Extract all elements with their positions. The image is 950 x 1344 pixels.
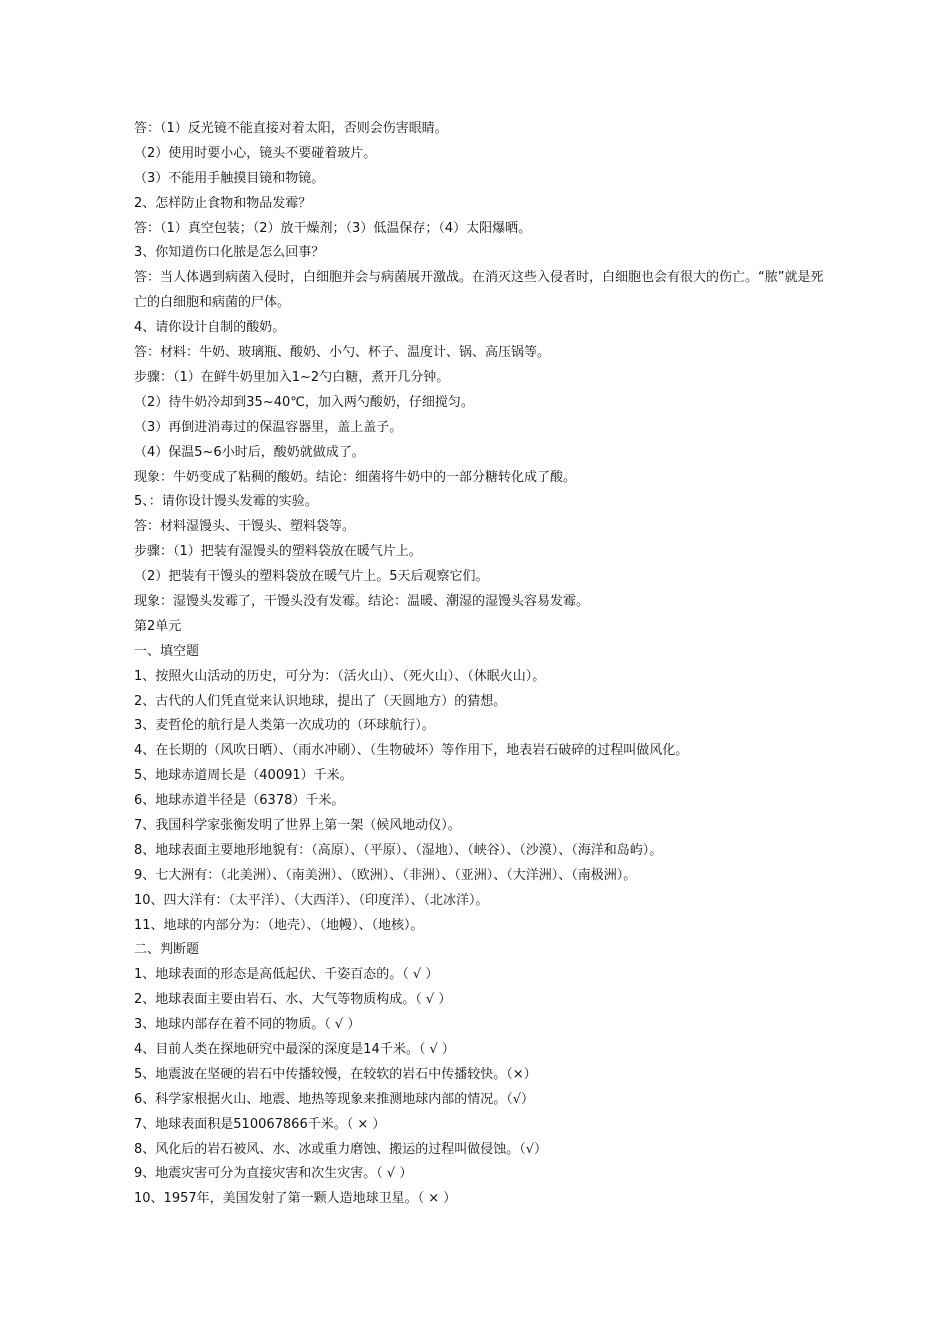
true-false-item: 10、1957年，美国发射了第一颗人造地球卫星。（ × ） [134,1191,457,1207]
text-line: 答：材料湿馒头、干馒头、塑料袋等。 [134,519,356,535]
fill-blank-item: 10、四大洋有：（太平洋）、（大西洋）、（印度洋）、（北冰洋）。 [134,892,489,908]
fill-blank-item: 8、地球表面主要地形地貌有：（高原）、（平原）、（湿地）、（峡谷）、（沙漠）、（海洋和岛屿）。 [134,842,663,858]
text-line: （3）不能用手触摸目镜和物镜。 [134,170,325,186]
text-line: （2）把装有干馒头的塑料袋放在暖气片上。5天后观察它们。 [134,569,489,585]
text-line: 现象：牛奶变成了粘稠的酸奶。结论：细菌将牛奶中的一部分糖转化成了酸。 [134,469,577,485]
text-line: （3）再倒进消毒过的保温容器里，盖上盖子。 [134,419,403,435]
text-line: （4）保温5~6小时后，酸奶就做成了。 [134,444,365,460]
text-line: 答：（1）真空包装；（2）放干燥剂；（3）低温保存；（4）太阳爆晒。 [134,220,532,236]
document-body [134,117,834,1212]
question-heading: 4、请你设计自制的酸奶。 [134,320,286,336]
text-line: （2）使用时要小心，镜头不要碰着玻片。 [134,145,377,161]
question-heading: 3、你知道伤口化脓是怎么回事？ [134,245,325,261]
text-line: 步骤：（1）把装有湿馒头的塑料袋放在暖气片上。 [134,544,422,560]
fill-blank-item: 11、地球的内部分为：（地壳）、（地幔）、（地核）。 [134,917,424,933]
section-heading: 二、判断题 [134,942,200,958]
section-heading: 一、填空题 [134,643,200,659]
text-paragraph: 答：当人体遇到病菌入侵时，白细胞并会与病菌展开激战。在消灭这些入侵者时，白细胞也会有很大的伤亡。“脓”就是死亡的白细胞和病菌的尸体。 [134,270,824,311]
fill-blank-item: 4、在长期的（风吹日晒）、（雨水冲刷）、（生物破坏）等作用下，地表岩石破碎的过程叫做风化。 [134,743,689,759]
text-line: 步骤：（1）在鲜牛奶里加入1~2勺白糖，煮开几分钟。 [134,369,450,385]
unit-heading: 第2单元 [134,618,182,634]
question-heading: 5、：请你设计馒头发霉的实验。 [134,494,318,510]
fill-blank-item: 7、我国科学家张衡发明了世界上第一架（候风地动仪）。 [134,817,461,833]
fill-blank-item: 2、古代的人们凭直觉来认识地球，提出了（天圆地方）的猜想。 [134,693,507,709]
text-line: 答：材料：牛奶、玻璃瓶、酸奶、小勺、杯子、温度计、锅、高压锅等。 [134,345,551,361]
fill-blank-item: 1、按照火山活动的历史，可分为：（活火山）、（死火山）、（休眠火山）。 [134,668,546,684]
fill-blank-item: 5、地球赤道周长是（40091）千米。 [134,768,353,784]
text-line: （2）待牛奶冷却到35~40℃，加入两勺酸奶，仔细搅匀。 [134,394,474,410]
true-false-item: 6、科学家根据火山、地震、地热等现象来推测地球内部的情况。（√） [134,1091,535,1107]
question-heading: 2、怎样防止食物和物品发霉？ [134,195,312,211]
fill-blank-item: 6、地球赤道半径是（6378）千米。 [134,793,345,809]
text-line: 现象：湿馒头发霉了，干馒头没有发霉。结论：温暖、潮湿的湿馒头容易发霉。 [134,593,590,609]
true-false-item: 5、地震波在坚硬的岩石中传播较慢，在较软的岩石中传播较快。（×） [134,1066,537,1082]
text-line: 答：（1）反光镜不能直接对着太阳，否则会伤害眼睛。 [134,121,448,136]
true-false-item: 2、地球表面主要由岩石、水、大气等物质构成。（ √ ） [134,992,452,1008]
true-false-item: 9、地震灾害可分为直接灾害和次生灾害。（ √ ） [134,1166,413,1182]
true-false-item: 4、目前人类在探地研究中最深的深度是14千米。（ √ ） [134,1041,455,1057]
true-false-item: 7、地球表面积是510067866千米。（ × ） [134,1116,386,1132]
true-false-item: 1、地球表面的形态是高低起伏、千姿百态的。（ √ ） [134,967,439,983]
fill-blank-item: 3、麦哲伦的航行是人类第一次成功的（环球航行）。 [134,718,435,734]
fill-blank-item: 9、七大洲有：（北美洲）、（南美洲）、（欧洲）、（非洲）、（亚洲）、（大洋洲）、（南极洲）。 [134,867,637,883]
true-false-item: 8、风化后的岩石被风、水、冰或重力磨蚀、搬运的过程叫做侵蚀。（√） [134,1141,548,1157]
true-false-item: 3、地球内部存在着不同的物质。（ √ ） [134,1017,361,1033]
